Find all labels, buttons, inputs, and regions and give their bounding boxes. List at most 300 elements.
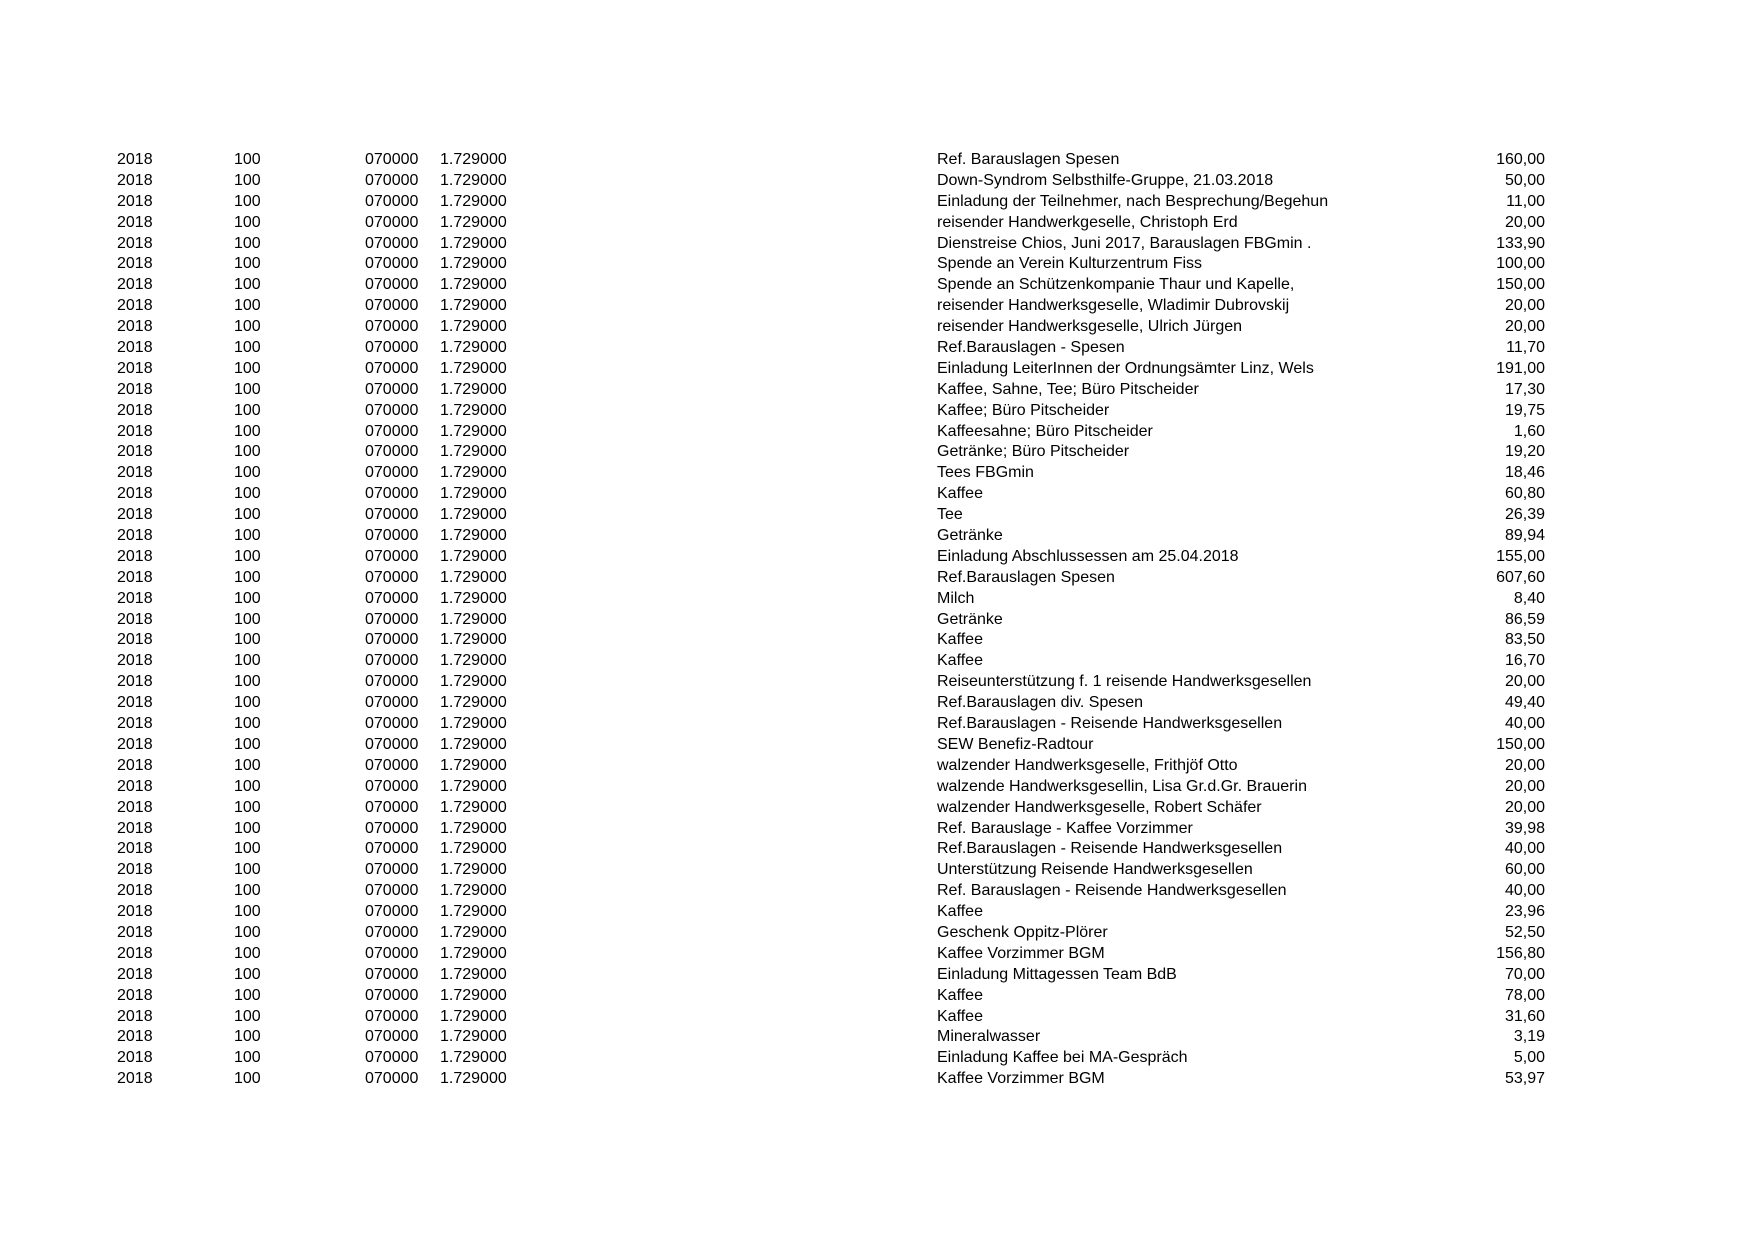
ledger-row — [0, 714, 1754, 735]
year-cell: 2018 — [117, 297, 153, 315]
fund-cell: 100 — [234, 234, 261, 252]
year-cell: 2018 — [117, 735, 153, 753]
cost-center-cell: 070000 — [365, 171, 419, 189]
account-cell: 1.729000 — [440, 735, 507, 753]
ledger-row — [0, 422, 1754, 443]
account-cell: 1.729000 — [440, 318, 507, 336]
amount-cell: 160,00 — [1496, 151, 1545, 168]
amount-cell: 16,70 — [1504, 652, 1545, 670]
fund-cell: 100 — [234, 380, 261, 398]
description-cell: Kaffee, Sahne, Tee; Büro Pitscheider — [937, 380, 1199, 398]
cost-center-cell: 070000 — [365, 276, 419, 294]
account-cell: 1.729000 — [440, 882, 507, 900]
ledger-row — [0, 630, 1754, 651]
cost-center-cell: 070000 — [365, 631, 419, 649]
year-cell: 2018 — [117, 422, 153, 440]
year-cell: 2018 — [117, 318, 153, 336]
cost-center-cell: 070000 — [365, 151, 419, 168]
description-cell: Kaffee — [937, 1007, 983, 1025]
fund-cell: 100 — [234, 631, 261, 649]
cost-center-cell: 070000 — [365, 715, 419, 733]
amount-cell: 20,00 — [1504, 297, 1545, 315]
description-cell: Tees FBGmin — [937, 464, 1034, 482]
year-cell: 2018 — [117, 192, 153, 210]
description-cell: SEW Benefiz-Radtour — [937, 735, 1094, 753]
amount-cell: 26,39 — [1504, 506, 1545, 524]
amount-cell: 50,00 — [1504, 171, 1545, 189]
fund-cell: 100 — [234, 944, 261, 962]
amount-cell: 5,00 — [1513, 1049, 1545, 1067]
fund-cell: 100 — [234, 1028, 261, 1046]
description-cell: Ref.Barauslagen - Reisende Handwerksgesellen — [937, 715, 1283, 733]
amount-cell: 18,46 — [1504, 464, 1545, 482]
cost-center-cell: 070000 — [365, 527, 419, 545]
year-cell: 2018 — [117, 777, 153, 795]
fund-cell: 100 — [234, 735, 261, 753]
amount-cell: 83,50 — [1504, 631, 1545, 649]
description-cell: reisender Handwerksgeselle, Ulrich Jürgen — [937, 318, 1243, 336]
description-cell: Geschenk Oppitz-Plörer — [937, 923, 1108, 941]
cost-center-cell: 070000 — [365, 359, 419, 377]
description-cell: reisender Handwerksgeselle, Wladimir Dubrovskij — [937, 297, 1290, 315]
description-cell: Kaffee Vorzimmer BGM — [937, 1070, 1105, 1088]
ledger-row — [0, 965, 1754, 986]
cost-center-cell: 070000 — [365, 422, 419, 440]
cost-center-cell: 070000 — [365, 610, 419, 628]
account-cell: 1.729000 — [440, 673, 507, 691]
amount-cell: 20,00 — [1504, 213, 1545, 231]
description-cell: Einladung LeiterInnen der Ordnungsämter Linz, Wels — [937, 359, 1314, 377]
cost-center-cell: 070000 — [365, 339, 419, 357]
ledger-row — [0, 1007, 1754, 1028]
cost-center-cell: 070000 — [365, 756, 419, 774]
fund-cell: 100 — [234, 192, 261, 210]
year-cell: 2018 — [117, 380, 153, 398]
cost-center-cell: 070000 — [365, 777, 419, 795]
amount-cell: 70,00 — [1504, 965, 1545, 983]
year-cell: 2018 — [117, 986, 153, 1004]
fund-cell: 100 — [234, 798, 261, 816]
year-cell: 2018 — [117, 903, 153, 921]
description-cell: Ref.Barauslagen div. Spesen — [937, 694, 1144, 712]
fund-cell: 100 — [234, 339, 261, 357]
cost-center-cell: 070000 — [365, 923, 419, 941]
amount-cell: 19,75 — [1504, 401, 1545, 419]
description-cell: Einladung Kaffee bei MA-Gespräch — [937, 1049, 1188, 1067]
fund-cell: 100 — [234, 923, 261, 941]
fund-cell: 100 — [234, 840, 261, 858]
year-cell: 2018 — [117, 443, 153, 461]
account-cell: 1.729000 — [440, 213, 507, 231]
fund-cell: 100 — [234, 401, 261, 419]
description-cell: Ref. Barauslagen - Reisende Handwerksgesellen — [937, 882, 1287, 900]
account-cell: 1.729000 — [440, 443, 507, 461]
fund-cell: 100 — [234, 756, 261, 774]
ledger-row — [0, 547, 1754, 568]
year-cell: 2018 — [117, 715, 153, 733]
cost-center-cell: 070000 — [365, 944, 419, 962]
ledger-row — [0, 317, 1754, 338]
fund-cell: 100 — [234, 1070, 261, 1088]
account-cell: 1.729000 — [440, 1070, 507, 1088]
amount-cell: 86,59 — [1504, 610, 1545, 628]
fund-cell: 100 — [234, 547, 261, 565]
amount-cell: 11,70 — [1506, 339, 1545, 357]
year-cell: 2018 — [117, 506, 153, 524]
amount-cell: 607,60 — [1496, 568, 1545, 586]
account-cell: 1.729000 — [440, 715, 507, 733]
ledger-row — [0, 819, 1754, 840]
amount-cell: 150,00 — [1496, 735, 1545, 753]
description-cell: Spende an Verein Kulturzentrum Fiss — [937, 255, 1203, 273]
cost-center-cell: 070000 — [365, 297, 419, 315]
ledger-row — [0, 589, 1754, 610]
account-cell: 1.729000 — [440, 547, 507, 565]
amount-cell: 89,94 — [1504, 527, 1545, 545]
amount-cell: 39,98 — [1504, 819, 1545, 837]
account-cell: 1.729000 — [440, 506, 507, 524]
fund-cell: 100 — [234, 1007, 261, 1025]
year-cell: 2018 — [117, 255, 153, 273]
cost-center-cell: 070000 — [365, 1028, 419, 1046]
year-cell: 2018 — [117, 1049, 153, 1067]
ledger-row — [0, 192, 1754, 213]
ledger-row — [0, 756, 1754, 777]
amount-cell: 20,00 — [1504, 673, 1545, 691]
ledger-row — [0, 777, 1754, 798]
account-cell: 1.729000 — [440, 1007, 507, 1025]
amount-cell: 155,00 — [1496, 547, 1545, 565]
account-cell: 1.729000 — [440, 339, 507, 357]
description-cell: Einladung Mittagessen Team BdB — [937, 965, 1177, 983]
amount-cell: 133,90 — [1496, 234, 1545, 252]
cost-center-cell: 070000 — [365, 965, 419, 983]
account-cell: 1.729000 — [440, 568, 507, 586]
account-cell: 1.729000 — [440, 485, 507, 503]
amount-cell: 40,00 — [1504, 840, 1545, 858]
cost-center-cell: 070000 — [365, 213, 419, 231]
account-cell: 1.729000 — [440, 861, 507, 879]
description-cell: Dienstreise Chios, Juni 2017, Barauslagen FBGmin . — [937, 234, 1312, 252]
year-cell: 2018 — [117, 882, 153, 900]
year-cell: 2018 — [117, 944, 153, 962]
account-cell: 1.729000 — [440, 276, 507, 294]
account-cell: 1.729000 — [440, 986, 507, 1004]
fund-cell: 100 — [234, 694, 261, 712]
year-cell: 2018 — [117, 1028, 153, 1046]
cost-center-cell: 070000 — [365, 464, 419, 482]
cost-center-cell: 070000 — [365, 401, 419, 419]
description-cell: Reiseunterstützung f. 1 reisende Handwerksgesellen — [937, 673, 1312, 691]
fund-cell: 100 — [234, 255, 261, 273]
amount-cell: 52,50 — [1504, 923, 1545, 941]
fund-cell: 100 — [234, 965, 261, 983]
account-cell: 1.729000 — [440, 944, 507, 962]
fund-cell: 100 — [234, 506, 261, 524]
fund-cell: 100 — [234, 422, 261, 440]
year-cell: 2018 — [117, 401, 153, 419]
amount-cell: 3,19 — [1513, 1028, 1545, 1046]
description-cell: Kaffee — [937, 652, 983, 670]
description-cell: Kaffee — [937, 631, 983, 649]
ledger-row — [0, 693, 1754, 714]
account-cell: 1.729000 — [440, 694, 507, 712]
fund-cell: 100 — [234, 673, 261, 691]
ledger-row — [0, 651, 1754, 672]
fund-cell: 100 — [234, 986, 261, 1004]
description-cell: Einladung der Teilnehmer, nach Besprechung/Begehun — [937, 192, 1329, 210]
account-cell: 1.729000 — [440, 652, 507, 670]
ledger-row — [0, 1069, 1754, 1090]
cost-center-cell: 070000 — [365, 443, 419, 461]
year-cell: 2018 — [117, 568, 153, 586]
account-cell: 1.729000 — [440, 401, 507, 419]
ledger-row — [0, 484, 1754, 505]
description-cell: walzender Handwerksgeselle, Robert Schäfer — [937, 798, 1262, 816]
cost-center-cell: 070000 — [365, 735, 419, 753]
account-cell: 1.729000 — [440, 903, 507, 921]
ledger-row — [0, 505, 1754, 526]
cost-center-cell: 070000 — [365, 318, 419, 336]
description-cell: Ref. Barauslagen Spesen — [937, 151, 1120, 168]
description-cell: Kaffee Vorzimmer BGM — [937, 944, 1105, 962]
year-cell: 2018 — [117, 339, 153, 357]
account-cell: 1.729000 — [440, 192, 507, 210]
description-cell: Kaffee; Büro Pitscheider — [937, 401, 1110, 419]
year-cell: 2018 — [117, 485, 153, 503]
account-cell: 1.729000 — [440, 1049, 507, 1067]
cost-center-cell: 070000 — [365, 798, 419, 816]
cost-center-cell: 070000 — [365, 1070, 419, 1088]
description-cell: walzende Handwerksgesellin, Lisa Gr.d.Gr. Brauerin — [937, 777, 1307, 795]
ledger-row — [0, 338, 1754, 359]
fund-cell: 100 — [234, 276, 261, 294]
ledger-row — [0, 902, 1754, 923]
description-cell: Getränke — [937, 527, 1003, 545]
ledger-row — [0, 213, 1754, 234]
description-cell: Kaffee — [937, 485, 983, 503]
fund-cell: 100 — [234, 903, 261, 921]
fund-cell: 100 — [234, 485, 261, 503]
amount-cell: 1,60 — [1513, 422, 1545, 440]
account-cell: 1.729000 — [440, 464, 507, 482]
ledger-row — [0, 401, 1754, 422]
description-cell: Getränke; Büro Pitscheider — [937, 443, 1130, 461]
description-cell: Einladung Abschlussessen am 25.04.2018 — [937, 547, 1239, 565]
ledger-row — [0, 234, 1754, 255]
amount-cell: 53,97 — [1504, 1070, 1545, 1088]
cost-center-cell: 070000 — [365, 694, 419, 712]
year-cell: 2018 — [117, 151, 153, 168]
account-cell: 1.729000 — [440, 965, 507, 983]
ledger-row — [0, 359, 1754, 380]
fund-cell: 100 — [234, 359, 261, 377]
cost-center-cell: 070000 — [365, 861, 419, 879]
year-cell: 2018 — [117, 234, 153, 252]
account-cell: 1.729000 — [440, 819, 507, 837]
ledger-row — [0, 254, 1754, 275]
fund-cell: 100 — [234, 464, 261, 482]
cost-center-cell: 070000 — [365, 485, 419, 503]
account-cell: 1.729000 — [440, 756, 507, 774]
account-cell: 1.729000 — [440, 527, 507, 545]
year-cell: 2018 — [117, 589, 153, 607]
ledger-row — [0, 380, 1754, 401]
expense-ledger — [0, 150, 1754, 1090]
amount-cell: 100,00 — [1496, 255, 1545, 273]
fund-cell: 100 — [234, 151, 261, 168]
account-cell: 1.729000 — [440, 589, 507, 607]
ledger-row — [0, 735, 1754, 756]
ledger-row — [0, 463, 1754, 484]
ledger-row — [0, 610, 1754, 631]
amount-cell: 78,00 — [1504, 986, 1545, 1004]
cost-center-cell: 070000 — [365, 380, 419, 398]
year-cell: 2018 — [117, 1070, 153, 1088]
amount-cell: 49,40 — [1504, 694, 1545, 712]
amount-cell: 8,40 — [1513, 589, 1545, 607]
amount-cell: 60,80 — [1504, 485, 1545, 503]
amount-cell: 40,00 — [1504, 715, 1545, 733]
description-cell: Milch — [937, 589, 975, 607]
fund-cell: 100 — [234, 297, 261, 315]
ledger-row — [0, 171, 1754, 192]
cost-center-cell: 070000 — [365, 255, 419, 273]
account-cell: 1.729000 — [440, 631, 507, 649]
description-cell: Ref. Barauslage - Kaffee Vorzimmer — [937, 819, 1193, 837]
ledger-row — [0, 296, 1754, 317]
ledger-row — [0, 986, 1754, 1007]
description-cell: Ref.Barauslagen Spesen — [937, 568, 1115, 586]
year-cell: 2018 — [117, 171, 153, 189]
ledger-row — [0, 568, 1754, 589]
fund-cell: 100 — [234, 318, 261, 336]
description-cell: Kaffeesahne; Büro Pitscheider — [937, 422, 1153, 440]
ledger-row — [0, 798, 1754, 819]
amount-cell: 156,80 — [1496, 944, 1545, 962]
description-cell: Getränke — [937, 610, 1003, 628]
amount-cell: 150,00 — [1496, 276, 1545, 294]
amount-cell: 20,00 — [1504, 798, 1545, 816]
year-cell: 2018 — [117, 610, 153, 628]
description-cell: Mineralwasser — [937, 1028, 1041, 1046]
ledger-row — [0, 442, 1754, 463]
account-cell: 1.729000 — [440, 610, 507, 628]
account-cell: 1.729000 — [440, 422, 507, 440]
account-cell: 1.729000 — [440, 151, 507, 168]
cost-center-cell: 070000 — [365, 652, 419, 670]
amount-cell: 23,96 — [1504, 903, 1545, 921]
ledger-row — [0, 275, 1754, 296]
cost-center-cell: 070000 — [365, 568, 419, 586]
fund-cell: 100 — [234, 527, 261, 545]
ledger-row — [0, 526, 1754, 547]
account-cell: 1.729000 — [440, 840, 507, 858]
description-cell: Down-Syndrom Selbsthilfe-Gruppe, 21.03.2018 — [937, 171, 1274, 189]
account-cell: 1.729000 — [440, 255, 507, 273]
fund-cell: 100 — [234, 568, 261, 586]
year-cell: 2018 — [117, 965, 153, 983]
amount-cell: 31,60 — [1504, 1007, 1545, 1025]
account-cell: 1.729000 — [440, 297, 507, 315]
year-cell: 2018 — [117, 276, 153, 294]
amount-cell: 19,20 — [1504, 443, 1545, 461]
description-cell: reisender Handwerkgeselle, Christoph Erd — [937, 213, 1238, 231]
cost-center-cell: 070000 — [365, 589, 419, 607]
fund-cell: 100 — [234, 443, 261, 461]
cost-center-cell: 070000 — [365, 673, 419, 691]
amount-cell: 191,00 — [1496, 359, 1545, 377]
fund-cell: 100 — [234, 610, 261, 628]
year-cell: 2018 — [117, 547, 153, 565]
year-cell: 2018 — [117, 819, 153, 837]
ledger-row — [0, 881, 1754, 902]
ledger-row — [0, 923, 1754, 944]
fund-cell: 100 — [234, 589, 261, 607]
year-cell: 2018 — [117, 652, 153, 670]
cost-center-cell: 070000 — [365, 819, 419, 837]
year-cell: 2018 — [117, 1007, 153, 1025]
amount-cell: 11,00 — [1506, 192, 1545, 210]
account-cell: 1.729000 — [440, 798, 507, 816]
description-cell: Kaffee — [937, 986, 983, 1004]
cost-center-cell: 070000 — [365, 882, 419, 900]
year-cell: 2018 — [117, 798, 153, 816]
fund-cell: 100 — [234, 861, 261, 879]
description-cell: Ref.Barauslagen - Spesen — [937, 339, 1125, 357]
ledger-row — [0, 672, 1754, 693]
ledger-row — [0, 1027, 1754, 1048]
year-cell: 2018 — [117, 756, 153, 774]
year-cell: 2018 — [117, 861, 153, 879]
amount-cell: 40,00 — [1504, 882, 1545, 900]
account-cell: 1.729000 — [440, 380, 507, 398]
year-cell: 2018 — [117, 923, 153, 941]
account-cell: 1.729000 — [440, 359, 507, 377]
cost-center-cell: 070000 — [365, 840, 419, 858]
year-cell: 2018 — [117, 694, 153, 712]
account-cell: 1.729000 — [440, 1028, 507, 1046]
ledger-row — [0, 150, 1754, 171]
fund-cell: 100 — [234, 652, 261, 670]
ledger-row — [0, 944, 1754, 965]
account-cell: 1.729000 — [440, 234, 507, 252]
cost-center-cell: 070000 — [365, 903, 419, 921]
account-cell: 1.729000 — [440, 777, 507, 795]
cost-center-cell: 070000 — [365, 192, 419, 210]
cost-center-cell: 070000 — [365, 986, 419, 1004]
amount-cell: 17,30 — [1504, 380, 1545, 398]
cost-center-cell: 070000 — [365, 547, 419, 565]
description-cell: walzender Handwerksgeselle, Frithjöf Otto — [937, 756, 1238, 774]
year-cell: 2018 — [117, 673, 153, 691]
fund-cell: 100 — [234, 882, 261, 900]
account-cell: 1.729000 — [440, 923, 507, 941]
fund-cell: 100 — [234, 1049, 261, 1067]
description-cell: Tee — [937, 506, 963, 524]
year-cell: 2018 — [117, 840, 153, 858]
account-cell: 1.729000 — [440, 171, 507, 189]
description-cell: Unterstützung Reisende Handwerksgesellen — [937, 861, 1253, 879]
ledger-row — [0, 1048, 1754, 1069]
fund-cell: 100 — [234, 777, 261, 795]
year-cell: 2018 — [117, 359, 153, 377]
ledger-row — [0, 839, 1754, 860]
cost-center-cell: 070000 — [365, 1007, 419, 1025]
year-cell: 2018 — [117, 631, 153, 649]
amount-cell: 20,00 — [1504, 777, 1545, 795]
amount-cell: 20,00 — [1504, 318, 1545, 336]
